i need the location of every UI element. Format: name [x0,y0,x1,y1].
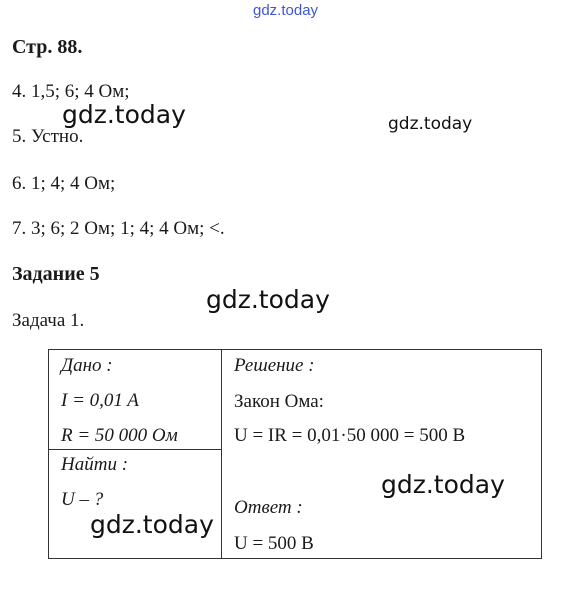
watermark-4: gdz.today [381,470,505,499]
given-title: Дано : [61,355,113,376]
watermark-top: gdz.today [253,2,319,19]
solution-law: Закон Ома: [234,391,324,412]
watermark-2: gdz.today [388,114,473,134]
answer-title: Ответ : [234,497,303,518]
task-label: Задача 1. [12,310,85,331]
find-value: U – ? [61,489,104,510]
answer-6: 6. 1; 4; 4 Ом; [12,173,116,194]
page-heading: Стр. 88. [12,36,83,58]
find-cell [49,450,222,559]
given-cell [49,350,222,450]
answer-5: 5. Устно. [12,126,84,147]
answer-value: U = 500 B [234,533,314,554]
given-current: I = 0,01 A [61,390,139,411]
given-resistance: R = 50 000 Ом [61,425,178,446]
watermark-3: gdz.today [206,285,330,314]
solution-cell [222,350,542,559]
section-title: Задание 5 [12,263,100,285]
answer-7: 7. 3; 6; 2 Ом; 1; 4; 4 Ом; <. [12,218,225,239]
solution-formula: U = IR = 0,01·50 000 = 500 B [234,425,466,446]
find-title: Найти : [61,454,129,475]
watermark-1: gdz.today [62,100,186,129]
watermark-5: gdz.today [90,510,214,539]
answer-4: 4. 1,5; 6; 4 Ом; [12,81,130,102]
solution-title: Решение : [234,355,315,376]
